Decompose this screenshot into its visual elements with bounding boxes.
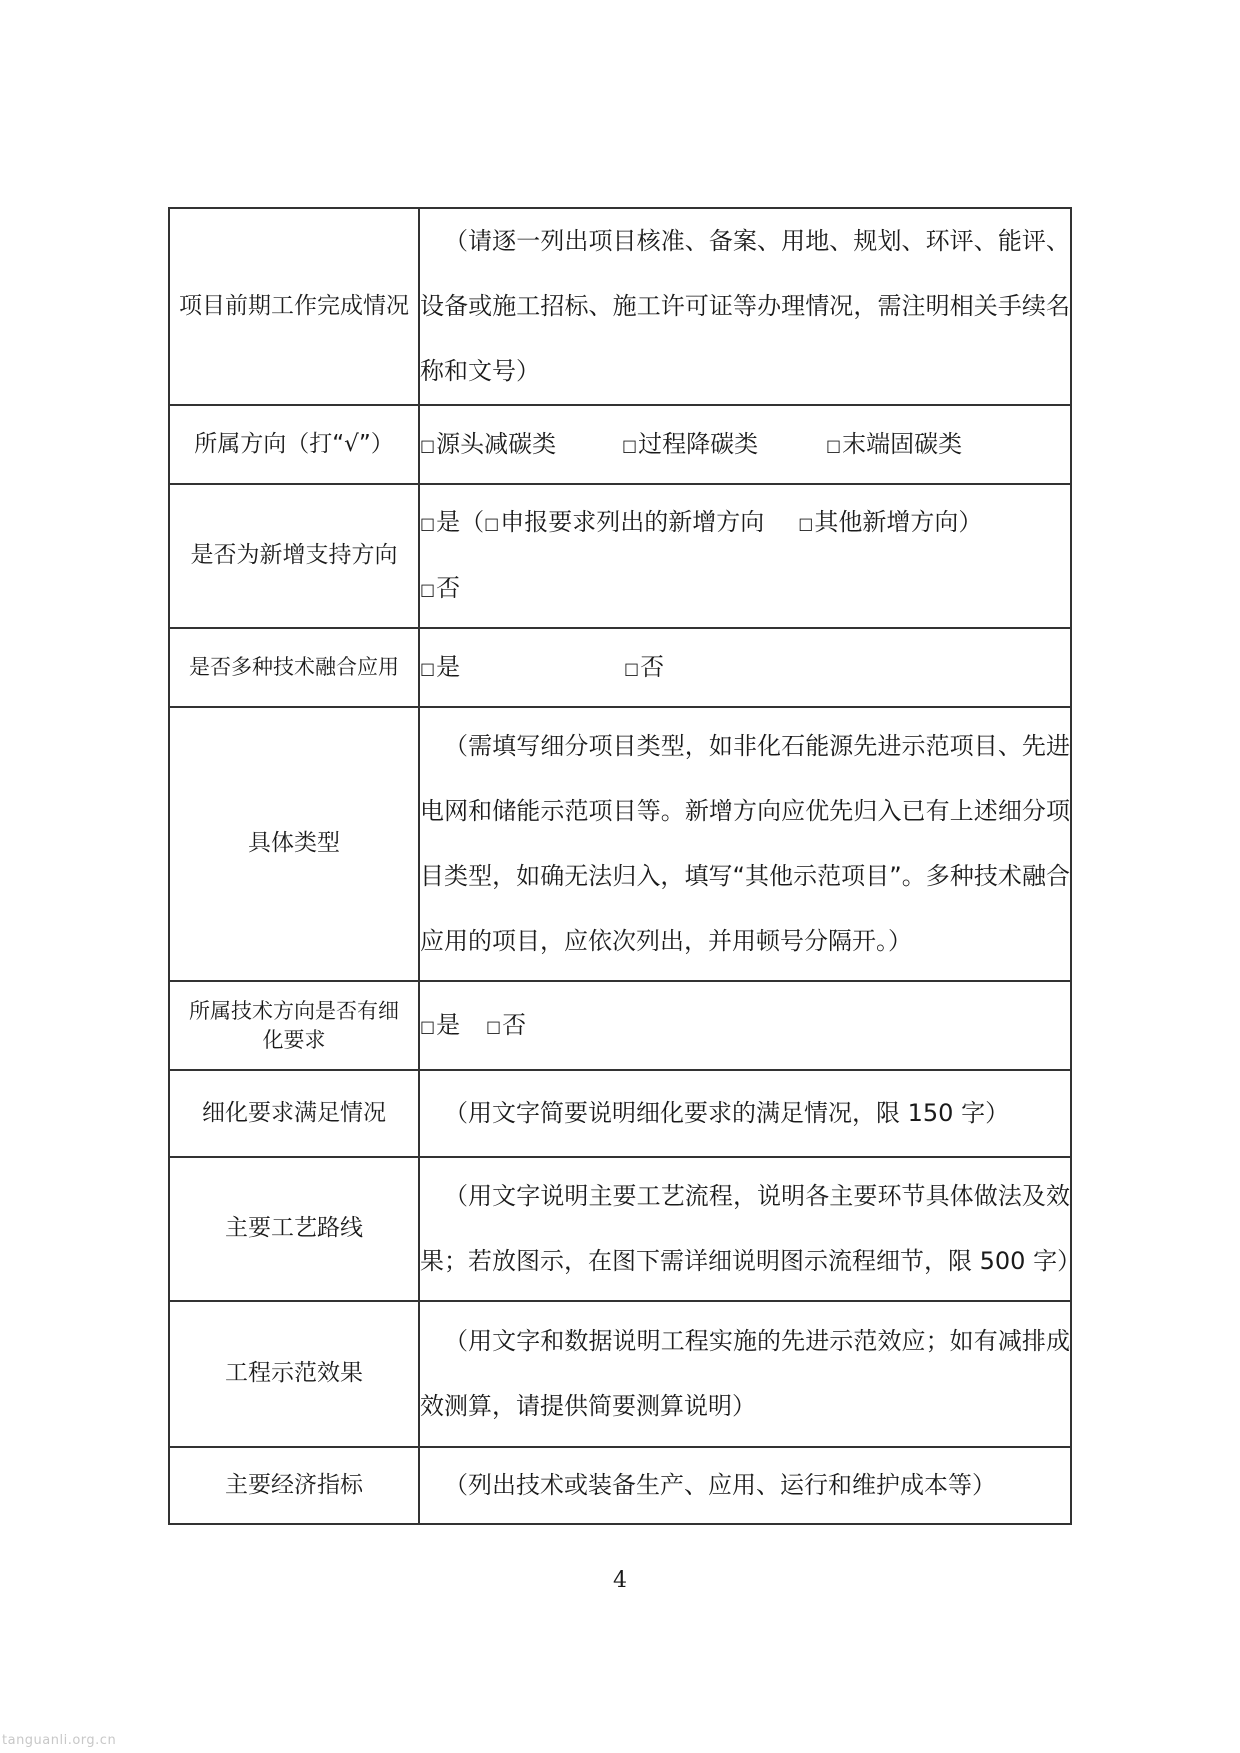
checkbox-icon[interactable]: □: [420, 1016, 436, 1036]
row-content-demo-effect: （用文字和数据说明工程实施的先进示范效应；如有减排成效测算，请提供简要测算说明）: [420, 1327, 1070, 1420]
option-refined-yes[interactable]: □是: [420, 993, 486, 1059]
application-form-table: [168, 207, 1082, 1525]
checkbox-icon[interactable]: □: [420, 514, 436, 533]
direction-options: [420, 412, 1070, 478]
option-multi-tech-yes[interactable]: □是: [420, 635, 624, 701]
table-row: [169, 405, 1071, 484]
checkbox-icon[interactable]: □: [826, 435, 842, 455]
option-source-reduction[interactable]: □源头减碳类: [420, 412, 622, 478]
row-label-demo-effect: 工程示范效果: [169, 1301, 419, 1447]
table-row: [169, 1070, 1071, 1157]
row-label-refined-requirements: 所属技术方向是否有细化要求: [189, 999, 399, 1052]
new-direction-yes: □是（□申报要求列出的新增方向 □其他新增方向）: [420, 490, 1070, 556]
checkbox-icon[interactable]: □: [420, 435, 436, 455]
new-direction-no: □否: [420, 556, 1070, 622]
row-label-specific-type: 具体类型: [169, 707, 419, 981]
checkbox-icon[interactable]: □: [798, 514, 814, 533]
row-content-process-route: （用文字说明主要工艺流程，说明各主要环节具体做法及效果；若放图示，在图下需详细说明图示流程细节，限 500 字）: [420, 1182, 1082, 1275]
table-row: [169, 208, 1071, 405]
option-multi-tech-no[interactable]: □否: [624, 635, 664, 701]
row-label-refined-fulfilment: 细化要求满足情况: [169, 1070, 419, 1157]
row-content-refined-fulfilment: （用文字简要说明细化要求的满足情况，限 150 字）: [444, 1099, 1010, 1127]
row-label-multi-tech: 是否多种技术融合应用: [169, 628, 419, 707]
row-label-process-route: 主要工艺路线: [169, 1157, 419, 1301]
table-row: [169, 628, 1071, 707]
option-end-fixation[interactable]: □末端固碳类: [826, 412, 962, 478]
checkbox-icon[interactable]: □: [484, 514, 500, 533]
row-label-new-direction: 是否为新增支持方向: [169, 484, 419, 628]
checkbox-icon[interactable]: □: [486, 1016, 502, 1036]
row-label-economic-indicators: 主要经济指标: [169, 1447, 419, 1524]
checkbox-icon[interactable]: □: [420, 580, 436, 599]
page-number: 4: [613, 1568, 627, 1593]
table-row: [169, 707, 1071, 981]
table-row: [169, 1447, 1071, 1524]
row-content-preliminary-work: （请逐一列出项目核准、备案、用地、规划、环评、能评、设备或施工招标、施工许可证等办理情况，需注明相关手续名称和文号）: [420, 227, 1070, 385]
watermark-text: tanguanli.org.cn: [2, 1733, 117, 1748]
table-row: [169, 484, 1071, 628]
checkbox-icon[interactable]: □: [420, 658, 436, 678]
table-row: [169, 981, 1071, 1070]
option-process-reduction[interactable]: □过程降碳类: [622, 412, 826, 478]
option-refined-no[interactable]: □否: [486, 993, 526, 1059]
checkbox-icon[interactable]: □: [622, 435, 638, 455]
row-label-direction: 所属方向（打“√”）: [169, 405, 419, 484]
table-row: [169, 1157, 1071, 1301]
checkbox-icon[interactable]: □: [624, 658, 640, 678]
row-label-preliminary-work: 项目前期工作完成情况: [169, 208, 419, 405]
table-row: [169, 1301, 1071, 1447]
row-content-specific-type: （需填写细分项目类型，如非化石能源先进示范项目、先进电网和储能示范项目等。新增方向应优先归入已有上述细分项目类型，如确无法归入，填写“其他示范项目”。多种技术融合应用的项目，应依次列出，并用顿号分隔开。）: [420, 732, 1070, 955]
row-content-economic-indicators: （列出技术或装备生产、应用、运行和维护成本等）: [444, 1471, 996, 1499]
